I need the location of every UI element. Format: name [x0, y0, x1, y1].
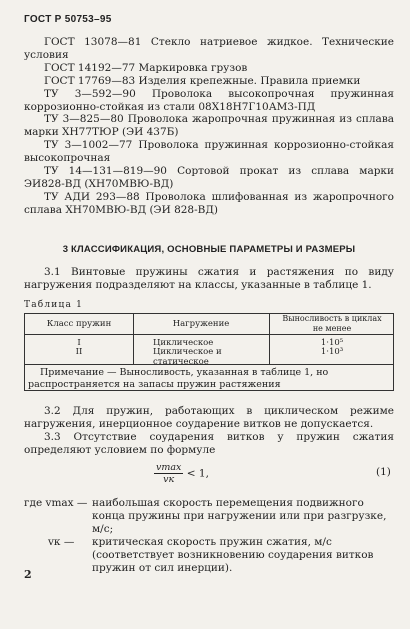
table-cell: 1·10³ — [320, 347, 344, 357]
reference-item: ТУ 3—1002—77 Проволока пружинная коррозионно-стойкая высокопрочная — [24, 139, 394, 165]
reference-item: ТУ 14—131—819—90 Сортовой прокат из сплава марки ЭИ828-ВД (ХН70МВЮ-ВД) — [24, 165, 394, 190]
definition-row — [24, 536, 394, 575]
formula-fraction — [154, 462, 183, 485]
document-header: ГОСТ Р 50753–95 — [24, 14, 112, 25]
reference-list — [24, 36, 394, 217]
table-note: Примечание — Выносливость, указанная в таблице 1, но распространяется на запасы пружин растяжения — [28, 367, 329, 390]
definitions — [24, 497, 394, 575]
formula-relation: < 1, — [186, 467, 209, 480]
formula-1 — [154, 462, 209, 485]
paragraph-3-3: 3.3 Отсутствие соударения витков у пружин сжатия определяют условием по формуле — [24, 431, 394, 456]
definition-text: критическая скорость пружин сжатия, м/с (соответствует возникновению соударения витков пружин от сил инерции). — [92, 536, 374, 574]
definition-text: наибольшая скорость перемещения подвижного конца пружины при нагружении или при разгрузке, м/с; — [92, 497, 387, 535]
table-header: Класс пружин — [46, 319, 112, 329]
definition-row — [24, 497, 394, 536]
section-title: 3 КЛАССИФИКАЦИЯ, ОСНОВНЫЕ ПАРАМЕТРЫ И РАЗМЕРЫ — [62, 244, 356, 255]
table-header: Нагружение — [172, 319, 230, 329]
reference-item: ТУ 3—825—80 Проволока жаропрочная пружинная из сплава марки ХН77ТЮР (ЭИ 437Б) — [24, 113, 394, 139]
table-cell: Циклическое — [153, 338, 214, 348]
reference-item: ГОСТ 17769—83 Изделия крепежные. Правила приемки — [44, 74, 361, 87]
paragraph-3-1: 3.1 Винтовые пружины сжатия и растяжения по виду нагружения подразделяют на классы, указанные в таблице 1. — [24, 266, 394, 291]
reference-item: ГОСТ 13078—81 Стекло натриевое жидкое. Технические условия — [24, 36, 394, 61]
reference-item: ТУ 3—592—90 Проволока высокопрочная пружинная коррозионно-стойкая из стали 08Х18Н7Г10АМ3-ПД — [24, 87, 394, 113]
paragraph-3-2: 3.2 Для пружин, работающих в циклическом режиме нагружения, инерционное соударение витков не допускается. — [24, 405, 394, 430]
table-header: Выносливость в циклах не менее — [282, 314, 382, 333]
table-caption: Таблица 1 — [24, 300, 84, 310]
table-cell: 1·10⁵ — [320, 338, 344, 348]
reference-item: ТУ АДИ 293—88 Проволока шлифованная из жаропрочного сплава ХН70МВЮ-ВД (ЭИ 828-ВД) — [24, 190, 394, 216]
reference-item: ГОСТ 14192—77 Маркировка грузов — [44, 61, 248, 74]
table-cell: I — [77, 338, 81, 348]
definition-symbol: где vmax — — [24, 497, 88, 509]
table-cell: II — [75, 347, 83, 357]
definition-symbol: vк — — [48, 536, 75, 548]
formula-numerator: vmax — [156, 462, 182, 473]
formula-denominator: vк — [163, 474, 175, 485]
formula-number: (1) — [376, 466, 391, 478]
page-number: 2 — [24, 568, 32, 581]
table-divider — [25, 334, 393, 335]
table-cell: Циклическое и статическое — [153, 347, 222, 367]
